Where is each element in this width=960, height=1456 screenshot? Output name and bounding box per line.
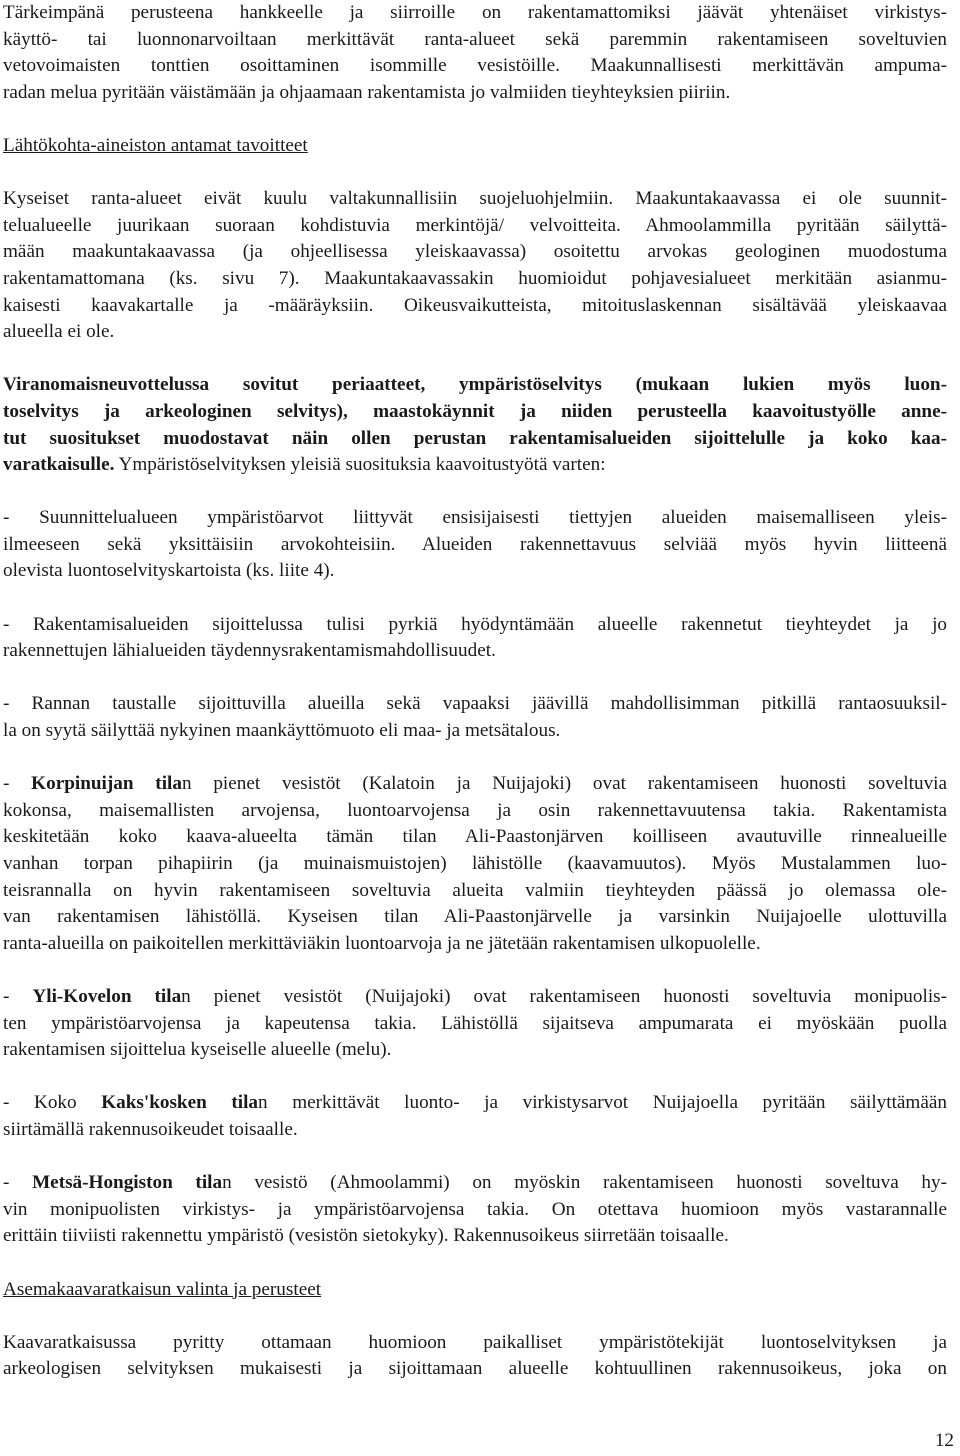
text-line: vetovoimaisten tonttien osoittaminen isommille vesistöille. Maakunnallisesti merkittävän ampuma- (3, 55, 947, 77)
recommendation-item (3, 691, 947, 744)
text-line: - Yli-Kovelon tilan pienet vesistöt (Nuijajoki) ovat rakentamiseen huonosti soveltuvia monipuolis- (3, 985, 948, 1007)
text-line: - Korpinuijan tilan pienet vesistöt (Kalatoin ja Nuijajoki) ovat rakentamiseen huonosti soveltuvia (3, 773, 948, 795)
text-line: mään maakuntakaavassa (ja ohjeellisessa yleiskaavassa) osoitettu arvokas geologinen muodostuma (3, 241, 947, 263)
recommendation-item (3, 612, 947, 665)
text-line: Tärkeimpänä perusteena hankkeelle ja siirroille on rakentamattomiksi jäävät yhtenäiset virkistys- (3, 2, 947, 23)
text-line: rakentamattomana (ks. sivu 7). Maakuntakaavassakin huomioidut pohjavesialueet merkitään asianmu- (3, 267, 947, 289)
section2-paragraph (3, 372, 947, 478)
text-line: telualueelle juurikaan suoraan kohdistuvia merkintöjä/ velvoitteita. Ahmoolammilla pyritään säilyttä- (3, 214, 947, 236)
text-line: - Koko Kaks'kosken tilan merkittävät luonto- ja virkistysarvot Nuijajoella pyritään säilyttämään (3, 1092, 947, 1114)
text-line: ilmeeseen sekä yksittäisiin arvokohteisiin. Alueiden rakennettavuus selviää myös hyvin liitteenä (3, 533, 947, 555)
text-line: kokonsa, maisemallisten arvojensa, luontoarvojensa ja osin rakennettavuutensa takia. Rakentamista (3, 799, 947, 821)
text-line: käyttö- tai luonnonarvoiltaan merkittävät ranta-alueet sekä paremmin rakentamiseen soveltuvien (3, 28, 947, 50)
text-line: rakennettujen lähialueiden täydennysrakentamismahdollisuudet. (3, 640, 496, 662)
bold-text-line: toselvitys ja arkeologinen selvitys), maastokäynnit ja niiden perusteella kaavoitustyölle anne- (3, 400, 947, 422)
text-line: rakentamisen sijoittelua kyseiselle alueelle (melu). (3, 1039, 392, 1061)
document-page (3, 0, 947, 1383)
page-number: 12 (934, 1430, 954, 1451)
text-line: - Suunnittelualueen ympäristöarvot liittyvät ensisijaisesti tiettyjen alueiden maisemalliseen yleis- (3, 507, 947, 529)
text-line: keskitetään koko kaava-alueelta tämän tilan Ali-Paastonjärven koilliseen avautuville rinnealueille (3, 826, 947, 848)
text-line: vin monipuolisten virkistys- ja ympäristöarvojensa takia. On otettava huomioon myös vastarannalle (3, 1198, 947, 1220)
bold-text-line: Viranomaisneuvottelussa sovitut periaatteet, ympäristöselvitys (mukaan lukien myös luon- (3, 374, 947, 396)
text-line: Kyseiset ranta-alueet eivät kuulu valtakunnallisiin suojeluohjelmiin. Maakuntakaavassa ei ole suunnit- (3, 188, 947, 210)
intro-paragraph (3, 0, 947, 106)
text-line: vanhan torpan pihapiirin (ja muinaismuistojen) lähistölle (kaavamuutos). Myös Mustalammen luo- (3, 853, 947, 874)
text-line: varatkaisulle. Ympäristöselvityksen yleisiä suosituksia kaavoitustyötä varten: (3, 454, 606, 476)
text-line: siirtämällä rakennusoikeudet toisaalle. (3, 1118, 298, 1140)
text-line: erittäin tiiviisti rakennettu ympäristö (vesistön sietokyky). Rakennusoikeus siirretään toisaalle. (3, 1225, 729, 1247)
text-line: kaisesti kaavakartalle ja -määräyksiin. Oikeusvaikutteista, mitoituslaskennan sisältävää yleiskaavaa (3, 294, 947, 316)
text-line: - Rakentamisalueiden sijoittelussa tulisi pyrkiä hyödyntämään alueelle rakennetut tieyhteydet ja jo (3, 613, 947, 635)
text-line: Kaavaratkaisussa pyritty ottamaan huomioon paikalliset ympäristötekijät luontoselvityksen ja (3, 1331, 947, 1353)
text-line: ranta-alueilla on paikoitellen merkittäviäkin luontoarvoja ja ne jätetään rakentamisen ulkopuolelle. (3, 932, 761, 954)
recommendation-item-metsa-hongisto (3, 1170, 947, 1250)
text-line: la on syytä säilyttää nykyinen maankäyttömuoto eli maa- ja metsätalous. (3, 720, 561, 742)
section-heading-starting-points (3, 133, 947, 160)
text-line: ten ympäristöarvojensa ja kapeutensa takia. Lähistöllä sijaitseva ampumarata ei myöskään puolla (3, 1012, 947, 1034)
section3-paragraph (3, 1330, 947, 1383)
section-heading-plan-solution (3, 1277, 947, 1304)
heading-text: Asemakaavaratkaisun valinta ja perusteet (3, 1278, 322, 1300)
section1-paragraph (3, 186, 947, 346)
text-line: - Rannan taustalle sijoittuvilla alueilla sekä vapaaksi jäävillä mahdollisimman pitkillä rantaosuuksil- (3, 693, 947, 715)
recommendation-item-korpinuija (3, 771, 947, 957)
text-line: radan melua pyritään väistämään ja ohjaamaan rakentamista jo valmiiden tieyhteyksien piiriin. (3, 81, 731, 103)
text-line: alueella ei ole. (3, 321, 115, 343)
text-line: olevista luontoselvityskartoista (ks. liite 4). (3, 560, 335, 582)
text-line: arkeologisen selvityksen mukaisesti ja sijoittamaan alueelle kohtuullinen rakennusoikeus, joka on (3, 1358, 947, 1380)
recommendation-item-yli-kovelo (3, 984, 947, 1064)
recommendation-item-kakskoski (3, 1090, 947, 1143)
heading-text: Lähtökohta-aineiston antamat tavoitteet (3, 134, 308, 156)
text-line: teisrannalla on hyvin rakentamiseen soveltuvia alueita valmiin tieyhteyden päässä jo olemassa ole- (3, 879, 947, 901)
text-line: van rakentamisen lähistöllä. Kyseisen tilan Ali-Paastonjärvelle ja varsinkin Nuijajoelle ulottuvilla (3, 906, 947, 928)
recommendation-item (3, 505, 947, 585)
text-line: - Metsä-Hongiston tilan vesistö (Ahmoolammi) on myöskin rakentamiseen huonosti soveltuva hy- (3, 1172, 947, 1194)
bold-text-line: tut suositukset muodostavat näin ollen perustan rakentamisalueiden sijoittelulle ja koko kaa- (3, 427, 947, 449)
